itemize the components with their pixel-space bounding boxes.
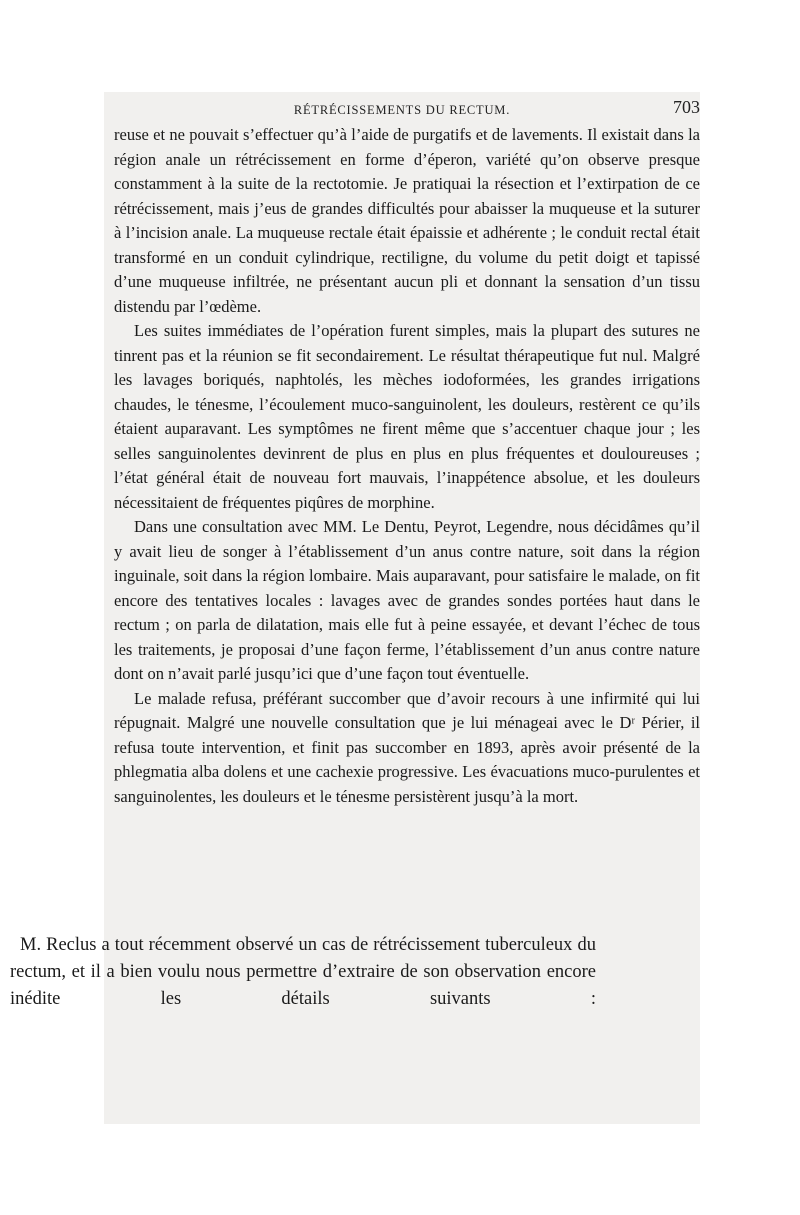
paragraph-reclus-case: M. Reclus a tout récemment observé un cas de rétrécissement tuberculeux du rectum, et il a bien voulu nous permettre d’extraire de son observation encore inédite les détails suivants : xyxy=(10,935,596,1009)
page-number: 703 xyxy=(673,97,700,117)
page-header xyxy=(104,96,700,122)
paragraph-consultation: Dans une consultation avec MM. Le Dentu, Peyrot, Legendre, nous décidâmes qu’il y avait lieu de songer à l’établissement d’un anus contre nature, soit dans la région inguinale, soit dans la région lombaire. Mais auparavant, pour satisfaire le malade, on fit encore des tentatives locales : lavages avec de grandes sondes portées haut dans le rectum ; on parla de dilatation, mais elle fut à peine essayée, et devant l’échec de tous les traitements, je proposai d’une façon ferme, l’établissement d’un anus contre nature dont on n’avait parlé jusqu’ici que d’une façon tout éventuelle. xyxy=(114,517,700,683)
closing-section xyxy=(10,932,596,1013)
paragraph-outcome: Le malade refusa, préférant succomber que d’avoir recours à une infirmité qui lui répugnait. Malgré une nouvelle consultation que je lui ménageai avec le Dʳ Périer, il refusa toute intervention, et finit pas succomber en 1893, après avoir présenté de la phlegmatia alba dolens et une cachexie progressive. Les évacuations muco-purulentes et sanguinolentes, les douleurs et le ténesme persistèrent jusqu’à la mort. xyxy=(114,688,700,806)
paragraph-operation-results: Les suites immédiates de l’opération furent simples, mais la plupart des sutures ne tinrent pas et la réunion se fit secondairement. Le résultat thérapeutique fut nul. Malgré les lavages boriqués, naphtolés, les mèches iodoformées, les grandes irrigations chaudes, le ténesme, l’écoulement muco-sanguinolent, les douleurs, restèrent ce qu’ils étaient auparavant. Les symptômes ne firent même que s’accentuer chaque jour ; les selles sanguinolentes devinrent de plus en plus en plus fréquentes et douloureuses ; l’état général était de nouveau fort mauvais, l’inappétence absolue, et les douleurs nécessitaient de fréquentes piqûres de morphine. xyxy=(114,321,700,512)
running-title: RÉTRÉCISSEMENTS DU RECTUM. xyxy=(293,103,511,117)
paragraph-continued: reuse et ne pouvait s’effectuer qu’à l’aide de purgatifs et de lavements. Il existait dans la région anale un rétrécissement en forme d’éperon, variété qu’on observe presque constamment à la suite de la rectotomie. Je pratiquai la résection et l’extirpation de ce rétrécissement, mais j’eus de grandes difficultés pour abaisser la muqueuse et la suturer à l’incision anale. La muqueuse rectale était épaissie et adhérente ; le conduit rectal était transformé en un conduit cylindrique, rectiligne, du volume du petit doigt et tapissé d’une muqueuse infiltrée, ne présentant aucun pli et donnant la sensation d’un tissu distendu par l’œdème. xyxy=(114,125,700,316)
body-text xyxy=(114,123,700,809)
